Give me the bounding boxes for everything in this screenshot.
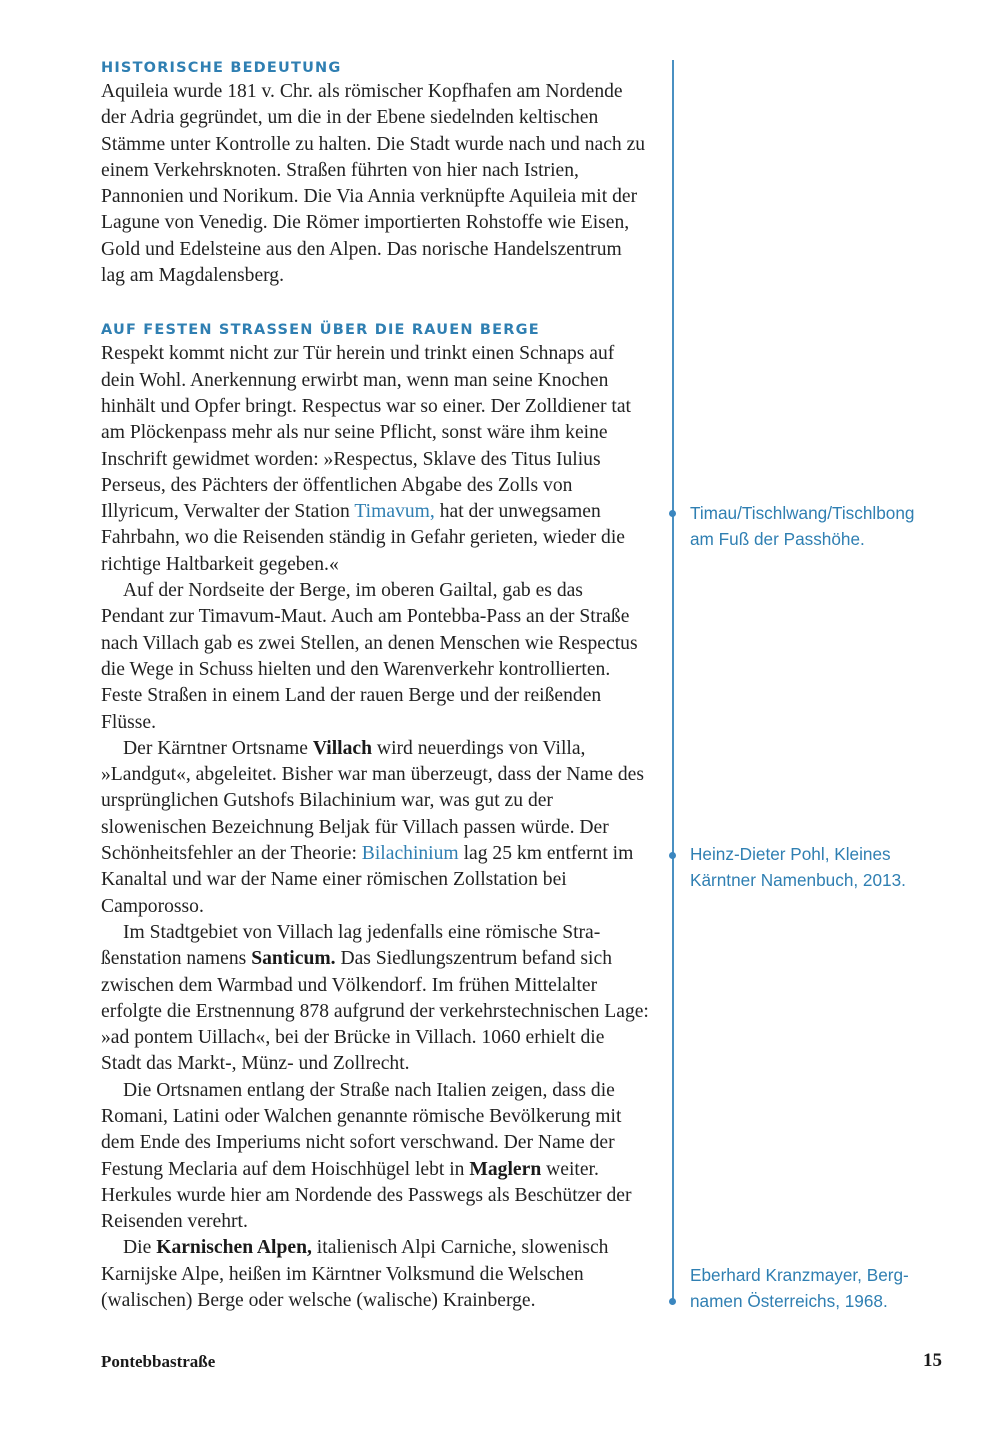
note-dot-1 xyxy=(669,510,676,517)
bold-karnische-alpen: Karnischen Alpen, xyxy=(156,1237,312,1259)
paragraph-nordseite: Auf der Nordseite der Berge, im oberen Gailtal, gab es das Pendant zur Timavum-Maut. Auch am Pontebba-Pass an der Straße nach Villach gab es zwei Stellen, an denen Menschen wie Respectus die Wege in Schuss hielten und den Warenverkehr kontrollierten. Feste Straßen in einem Land der rauen Berge und der reißenden Flüsse. xyxy=(101,580,638,733)
note-dot-2 xyxy=(669,852,676,859)
bold-maglern: Maglern xyxy=(469,1158,542,1180)
margin-note-pohl: Heinz-Dieter Pohl, Kleines Kärntner Namenbuch, 2013. xyxy=(690,844,906,891)
heading-historische-bedeutung: HISTORISCHE BEDEUTUNG xyxy=(101,60,342,76)
main-column xyxy=(101,57,649,1314)
note-dot-3 xyxy=(669,1298,676,1305)
paragraph-aquileia: Aquileia wurde 181 v. Chr. als römischer Kopfhafen am Nordende der Adria gegründet, um die in der Ebene siedelnden keltischen Stämme unter Kontrolle zu halten. Die Stadt wurde nach und nach zu einem Verkehrsknoten. Straßen führten von hier nach Istrien, Pannonien und Norikum. Die Via Annia verknüpfte Aquileia mit der Lagune von Venedig. Die Römer importierten Rohstoffe wie Eisen, Gold und Edelsteine aus den Alpen. Das norische Handelszentrum lag am Magdalensberg. xyxy=(101,81,646,287)
margin-note-kranzmayer: Eberhard Kranzmayer, Berg- namen Österreichs, 1968. xyxy=(690,1265,909,1312)
margin-rule xyxy=(672,60,674,1302)
bold-santicum: Santicum. xyxy=(251,948,336,970)
bold-villach: Villach xyxy=(312,737,373,759)
paragraph-villach: Der Kärntner Ortsname Villach wird neuerdings von Villa, »Landgut«, abgeleitet. Bisher war man überzeugt, dass der Name des ursprünglichen Gutshofs Bilachinium war, was gut zu der slowenischen Bezeichnung Beljak für Villach passen würde. Der Schönheitsfehler an der Theorie: Bilachinium lag 25 km entfernt im Kanaltal und war der Name einer römischen Zollstation bei Camporosso. xyxy=(101,737,644,917)
link-timavum[interactable]: Timavum, xyxy=(354,501,435,523)
page-number: 15 xyxy=(923,1350,942,1371)
paragraph-respectus: Respekt kommt nicht zur Tür herein und trinkt einen Schnaps auf dein Wohl. Anerkennung erwirbt man, wenn man seine Knochen hinhält und Opfer bringt. Respectus war so einer. Der Zolldiener tat am Plöckenpass mehr als nur seine Pflicht, sonst wäre ihm keine Inschrift gewidmet worden: »Respectus, Sklave des Titus Iulius Perseus, des Pächters der öffentlichen Abgabe des Zolls von Illyricum, Verwalter der Station Timavum, hat der unwegsamen Fahrbahn, wo die Reisenden ständig in Gefahr gerieten, wieder die richtige Haltbarkeit gegeben.« xyxy=(101,343,631,575)
running-footer-title: Pontebbastraße xyxy=(101,1352,216,1371)
margin-note-timau: Timau/Tischlwang/Tischlbong am Fuß der Passhöhe. xyxy=(690,503,915,550)
heading-feste-strassen: AUF FESTEN STRASSEN ÜBER DIE RAUEN BERGE xyxy=(101,322,540,339)
paragraph-santicum: Im Stadtgebiet von Villach lag jedenfalls eine römische Straßenstation namens Santicum. Das Siedlungszentrum befand sich zwischen dem Warmbad und Völkendorf. Im frühen Mittelalter erfolgte die Erstnennung 878 aufgrund der verkehrstechnischen Lage: »ad pontem Uillach«, bei der Brücke in Villach. 1060 erhielt die Stadt das Markt-, Münz- und Zollrecht. xyxy=(101,921,649,1075)
paragraph-karnische-alpen: Die Karnischen Alpen, italienisch Alpi Carniche, slowenisch Karnijske Alpe, heißen im Kärntner Volksmund die Welschen (walischen) Berge oder welsche (walische) Krainberge. xyxy=(101,1237,609,1312)
link-bilachinium[interactable]: Bilachinium xyxy=(361,843,459,865)
paragraph-ortsnamen: Die Ortsnamen entlang der Straße nach Italien zeigen, dass die Romani, Latini oder Walchen genannte römische Bevölkerung mit dem Ende des Imperiums nicht sofort verschwand. Der Name der Festung Meclaria auf dem Hoischhügel lebt in Maglern weiter. Herkules wurde hier am Nordende des Passwegs als Beschützer der Reisenden verehrt. xyxy=(101,1079,632,1233)
